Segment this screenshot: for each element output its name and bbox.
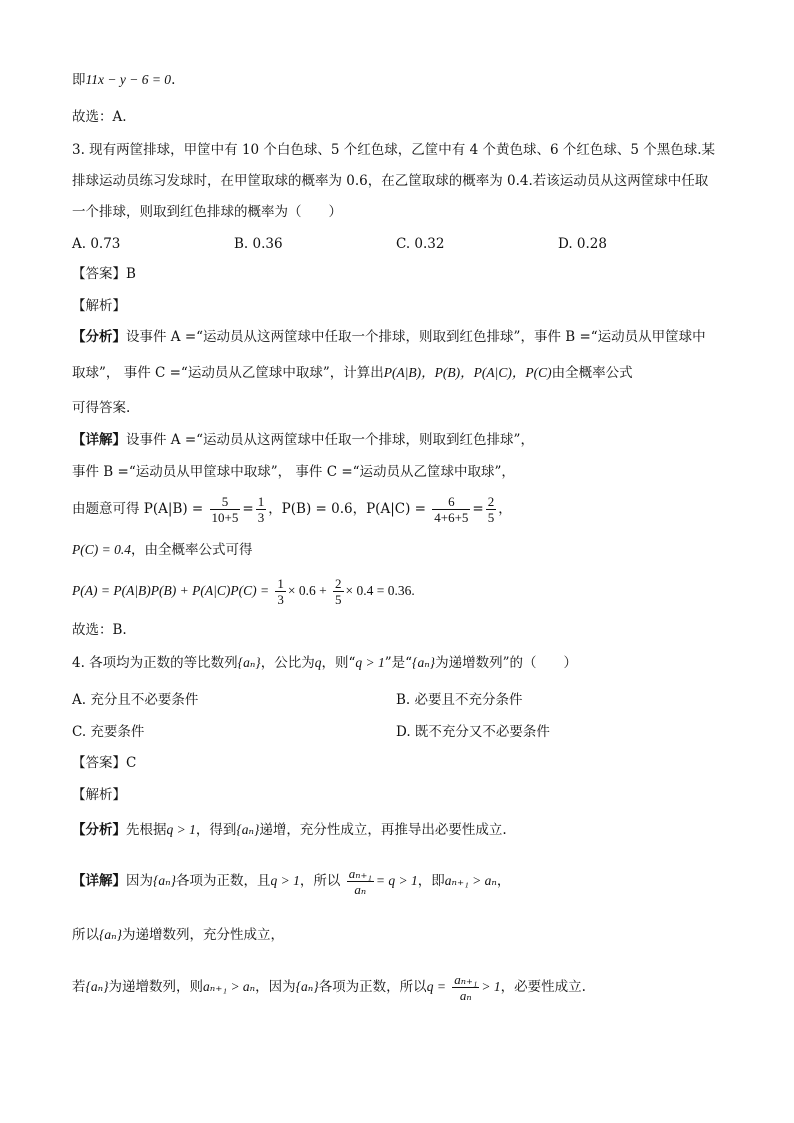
q3-xiangjie-text1: 设事件 A =“运动员从这两筐球中任取一个排球，则取到红色排球”， [126, 432, 534, 448]
q4-xj3-f: ，必要性成立. [500, 979, 586, 995]
q3-fenxi-probabilities: P(A|B)，P(B)，P(A|C)，P(C) [383, 365, 552, 380]
q3-xiangjie-line1 [72, 430, 534, 450]
q4-stem [72, 653, 577, 673]
q4-xj3-d: 各项为正数，所以 [318, 979, 427, 995]
q3-stem-line2: 排球运动员练习发球时，在甲筐取球的概率为 0.6，在乙筐取球的概率为 0.4.若该运动员从这两筐球中任取 [72, 173, 709, 189]
q4-option-d: D. 既不充分又不必要条件 [396, 724, 550, 740]
q4-xj1-d: = q > 1 [375, 873, 418, 888]
q4-xj1-a: 因为 [126, 873, 153, 889]
q4-xj3-e: > 1 [481, 979, 501, 994]
q4-sequence-2: {aₙ} [412, 655, 436, 670]
q3-stem-line3: 一个排球，则取到红色排球的概率为（ ） [72, 204, 342, 220]
q3-fenxi-line1 [72, 327, 706, 347]
q4-stem-e: 为递增数列”的（ ） [435, 655, 577, 671]
prev-equation: 11x − y − 6 = 0 [85, 72, 172, 87]
q3-stem-line1: 3. 现有两筐排球，甲筐中有 10 个白色球、5 个红色球，乙筐中有 4 个黄色球、6 个红色球、5 个黑色球.某 [72, 142, 716, 158]
q3-xj3-text-a: 由题意可得 P(A|B) = [72, 501, 204, 517]
q4-fenxi-cond: q > 1 [166, 822, 196, 837]
q3-fraction-2-over-5: $\frac{2}{5}$ [487, 494, 495, 525]
q3-analysis-label: 【解析】 [72, 298, 126, 314]
q4-xiangjie-line3 [72, 970, 586, 1004]
q3-option-b: B. 0.36 [234, 236, 283, 252]
q3-option-c: C. 0.32 [396, 236, 445, 252]
q4-xj3-b: 为递增数列，则 [108, 979, 204, 995]
q3-fenxi-text1: 设事件 A =“运动员从这两筐球中任取一个排球，则取到红色排球”，事件 B =“运动员从甲筐球中 [126, 329, 706, 345]
q3-fraction-1-over-3: $\frac{1}{3}$ [257, 494, 265, 525]
q4-stem-a: 4. 各项均为正数的等比数列 [72, 655, 238, 671]
q4-sequence: {aₙ} [237, 655, 261, 670]
q4-xj1-b: 各项为正数，且 [176, 873, 271, 889]
q4-stem-b: ，公比为 [260, 655, 315, 671]
q3-xj5-mid: × 0.6 + [287, 583, 327, 598]
q4-xj3-ineq: aₙ₊₁ > aₙ [203, 979, 256, 994]
q3-option-a: A. 0.73 [72, 236, 121, 252]
q3-fraction-6-over-15: $\frac{6}{4+6+5}$ [434, 494, 469, 525]
q3-xj5-result: × 0.4 = 0.36. [345, 583, 415, 598]
q4-ratio-fraction: $\frac{\text{aₙ₊₁}}{\text{aₙ}}$ [348, 866, 372, 897]
q4-xj3-a: 若 [72, 979, 86, 995]
q4-ratio-fraction-2: $\frac{\text{aₙ₊₁}}{\text{aₙ}}$ [454, 972, 478, 1003]
q3-fenxi-line3: 可得答案. [72, 400, 131, 416]
q4-option-c: C. 充要条件 [72, 724, 145, 740]
q3-fraction-1-over-3b: $\frac{1}{3}$ [277, 576, 284, 607]
q3-equals-2: = [472, 501, 484, 517]
prev-choice: 故选：A. [72, 109, 127, 125]
q3-xj4-text: ，由全概率公式可得 [130, 542, 253, 558]
q4-option-b: B. 必要且不充分条件 [396, 692, 523, 708]
q4-xj1-seq: {aₙ} [153, 873, 177, 888]
prev-equation-line [72, 70, 175, 90]
q3-option-d: D. 0.28 [558, 236, 607, 252]
q4-xj1-ineq: aₙ₊₁ > aₙ [444, 873, 497, 888]
q4-fenxi-a: 先根据 [126, 822, 167, 838]
q4-xj2-a: 所以 [72, 927, 99, 943]
q3-fenxi-tag: 【分析】 [72, 329, 126, 345]
q4-xj3-seq: {aₙ} [85, 979, 109, 994]
q3-xiangjie-line3 [72, 492, 512, 526]
q4-answer: 【答案】C [72, 755, 137, 771]
prev-eq-suffix: . [171, 72, 176, 88]
q3-answer: 【答案】B [72, 266, 136, 282]
q4-xj1-c: ，所以 [299, 873, 341, 889]
q4-xiangjie-line1 [72, 864, 510, 898]
q4-fenxi-b: ，得到 [195, 822, 237, 838]
q4-condition: q > 1 [355, 655, 385, 670]
q3-xj3-text-b: ，P(B) = 0.6，P(A|C) = [268, 501, 426, 517]
q3-equals: = [242, 501, 254, 517]
q3-xiangjie-line5 [72, 574, 415, 608]
q4-xj2-seq: {aₙ} [99, 927, 123, 942]
q3-xiangjie-tag: 【详解】 [72, 432, 126, 448]
q3-fenxi-text2c: 由全概率公式 [551, 365, 633, 381]
q4-xj1-cond: q > 1 [270, 873, 300, 888]
q4-ratio: q [314, 655, 322, 670]
q4-analysis-label: 【解析】 [72, 787, 126, 803]
q4-xiangjie-tag: 【详解】 [72, 873, 126, 889]
q4-fenxi-tag: 【分析】 [72, 822, 126, 838]
q3-fenxi-line2 [72, 363, 633, 383]
q3-fenxi-text2a: 取球”， 事件 C =“运动员从乙筐球中取球”，计算出 [72, 365, 384, 381]
q3-choice: 故选：B. [72, 622, 127, 638]
q4-stem-c: ，则“ [321, 655, 356, 671]
q4-xj1-f: ， [496, 873, 511, 889]
q4-option-a: A. 充分且不必要条件 [72, 692, 199, 708]
q4-xj2-b: 为递增数列，充分性成立， [122, 927, 285, 943]
q3-xj3-text-c: ， [498, 501, 512, 517]
q4-xj3-q: q = [426, 979, 446, 994]
q3-fraction-5-over-15: $\frac{5}{10+5}$ [211, 494, 239, 525]
q4-xj1-e: ，即 [417, 873, 445, 889]
q3-pc-value: P(C) = 0.4 [72, 542, 131, 557]
q4-fenxi-line [72, 820, 507, 840]
q3-xiangjie-line2: 事件 B =“运动员从甲筐球中取球”， 事件 C =“运动员从乙筐球中取球”， [72, 464, 515, 480]
q4-fenxi-seq: {aₙ} [236, 822, 260, 837]
q3-xiangjie-line4 [72, 540, 252, 560]
prev-eq-prefix: 即 [72, 72, 86, 88]
q3-total-probability: P(A) = P(A|B)P(B) + P(A|C)P(C) = [72, 583, 270, 598]
q4-xj3-seq2: {aₙ} [295, 979, 319, 994]
q4-xiangjie-line2 [72, 925, 284, 945]
q4-xj3-c: ，因为 [255, 979, 296, 995]
q3-fraction-2-over-5b: $\frac{2}{5}$ [335, 576, 342, 607]
q4-stem-d: ”是“ [384, 655, 413, 671]
q4-fenxi-c: 递增，充分性成立，再推导出必要性成立. [259, 822, 507, 838]
